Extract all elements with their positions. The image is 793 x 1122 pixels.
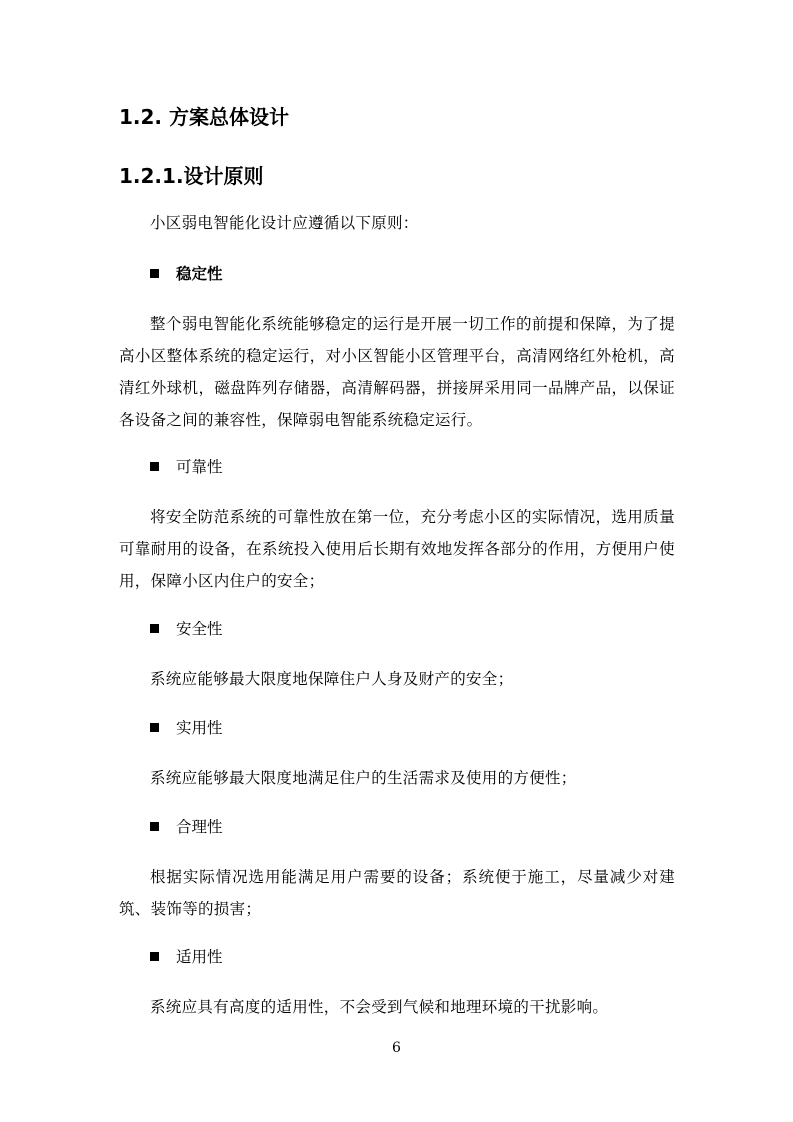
principle-title: 实用性 <box>176 719 223 737</box>
principle-stability-title <box>150 263 223 285</box>
principle-security-text: 系统应能够最大限度地保障住户人身及财产的安全； <box>150 670 514 688</box>
principle-rationality-title <box>150 816 223 838</box>
square-bullet-icon <box>150 269 159 278</box>
principle-title: 稳定性 <box>176 265 223 283</box>
square-bullet-icon <box>150 822 159 831</box>
principle-title: 可靠性 <box>176 458 223 476</box>
square-bullet-icon <box>150 624 159 633</box>
principle-title: 安全性 <box>176 620 223 638</box>
section-heading: 1.2. 方案总体设计 <box>119 105 289 129</box>
principle-title: 合理性 <box>176 818 223 836</box>
page-number: 6 <box>392 1040 401 1056</box>
subsection-heading: 1.2.1.设计原则 <box>119 164 264 188</box>
principle-reliability-text: 将安全防范系统的可靠性放在第一位，充分考虑小区的实际情况，选用质量可靠耐用的设备，在系统投入使用后长期有效地发挥各部分的作用，方便用户使用，保障小区内住户的安全； <box>119 508 675 590</box>
principle-stability-text: 整个弱电智能化系统能够稳定的运行是开展一切工作的前提和保障，为了提高小区整体系统的稳定运行，对小区智能小区管理平台，高清网络红外枪机，高清红外球机，磁盘阵列存储器，高清解码器，拼接屏采用同一品牌产品，以保证各设备之间的兼容性，保障弱电智能系统稳定运行。 <box>119 315 675 429</box>
principle-reliability-title <box>150 456 223 478</box>
principle-applicability-text: 系统应具有高度的适用性，不会受到气候和地理环境的干扰影响。 <box>150 998 609 1016</box>
principle-rationality-text: 根据实际情况选用能满足用户需要的设备；系统便于施工，尽量减少对建筑、装饰等的损害； <box>119 868 675 918</box>
intro-paragraph: 小区弱电智能化设计应遵循以下原则： <box>150 214 419 232</box>
principle-practicality-title <box>150 717 223 739</box>
square-bullet-icon <box>150 462 159 471</box>
square-bullet-icon <box>150 723 159 732</box>
principle-title: 适用性 <box>176 948 223 966</box>
principle-applicability-title <box>150 946 223 968</box>
square-bullet-icon <box>150 952 159 961</box>
principle-security-title <box>150 618 223 640</box>
principle-practicality-text: 系统应能够最大限度地满足住户的生活需求及使用的方便性； <box>150 769 577 787</box>
